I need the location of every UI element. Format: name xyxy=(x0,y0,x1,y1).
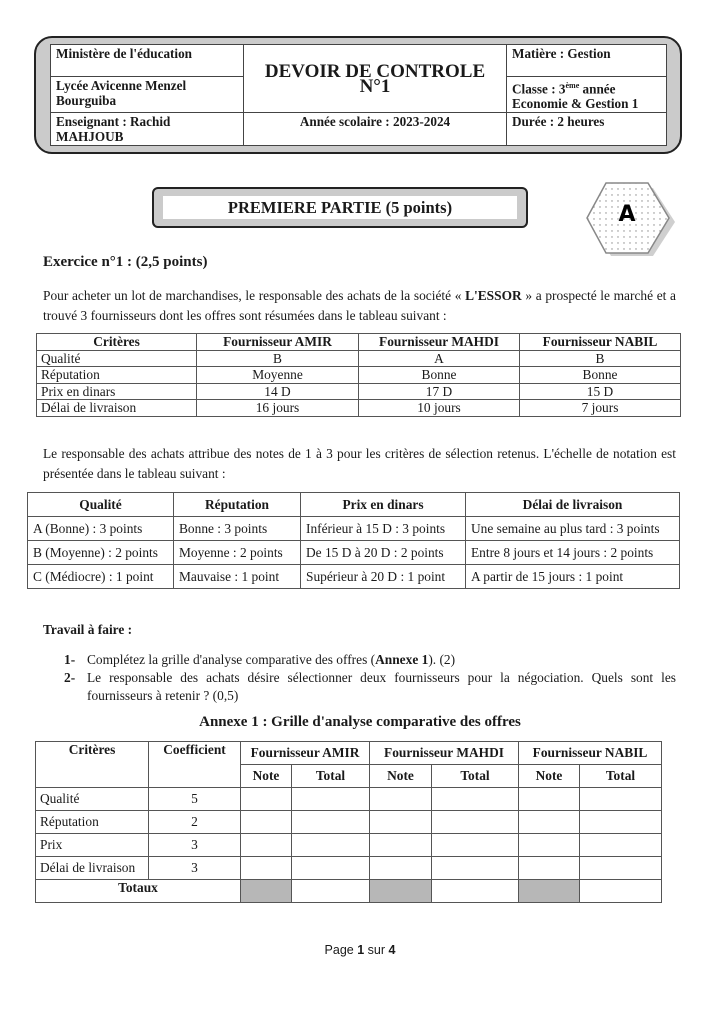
table-cell: Bonne : 3 points xyxy=(174,517,301,541)
column-header: Fournisseur NABIL xyxy=(520,334,681,351)
annexe-grid xyxy=(35,741,662,903)
page-number: 1 xyxy=(357,943,365,957)
table-cell: B xyxy=(197,350,359,367)
table-cell: 10 jours xyxy=(359,400,520,417)
criterion-cell: Réputation xyxy=(36,811,149,834)
table-cell: C (Médiocre) : 1 point xyxy=(28,565,174,589)
table-row xyxy=(37,350,681,367)
note-input-cell[interactable] xyxy=(241,811,292,834)
note-input-cell[interactable] xyxy=(241,857,292,880)
column-header: Délai de livraison xyxy=(466,493,680,517)
column-header: Critères xyxy=(36,742,149,788)
criterion-cell: Prix xyxy=(36,834,149,857)
table-cell: Moyenne xyxy=(197,367,359,384)
total-input-cell[interactable] xyxy=(580,857,662,880)
table-cell: B xyxy=(520,350,681,367)
total-input-cell[interactable] xyxy=(292,857,370,880)
duration-label: Durée : 2 heures xyxy=(507,113,667,146)
total-input-cell[interactable] xyxy=(292,788,370,811)
coef-cell: 3 xyxy=(149,834,241,857)
note-header: Note xyxy=(370,765,432,788)
shaded-cell xyxy=(519,880,580,903)
table-cell: Prix en dinars xyxy=(37,383,197,400)
total-input-cell[interactable] xyxy=(432,857,519,880)
total-header: Total xyxy=(292,765,370,788)
task-number: 1- xyxy=(64,652,76,667)
table-cell: Une semaine au plus tard : 3 points xyxy=(466,517,680,541)
column-header: Fournisseur AMIR xyxy=(197,334,359,351)
supplier-header: Fournisseur AMIR xyxy=(241,742,370,765)
table-cell: A xyxy=(359,350,520,367)
scale-table xyxy=(27,492,680,589)
scale-intro: Le responsable des achats attribue des notes de 1 à 3 pour les critères de sélection retenus. L'échelle de notation est présentée dans le tableau suivant : xyxy=(43,446,676,481)
total-input-cell[interactable] xyxy=(292,880,370,903)
totals-row xyxy=(36,880,662,903)
table-cell: De 15 D à 20 D : 2 points xyxy=(301,541,466,565)
task-item: 2- Le responsable des achats désire sélectionner deux fournisseurs pour la négociation. Quels sont les fournisseurs à retenir ? (0,5) xyxy=(64,670,676,703)
annexe-title: Annexe 1 : Grille d'analyse comparative des offres xyxy=(199,714,521,730)
table-cell: Réputation xyxy=(37,367,197,384)
total-header: Total xyxy=(580,765,662,788)
table-row xyxy=(37,383,681,400)
table-cell: Supérieur à 20 D : 1 point xyxy=(301,565,466,589)
column-header: Fournisseur MAHDI xyxy=(359,334,520,351)
total-input-cell[interactable] xyxy=(292,834,370,857)
column-header: Critères xyxy=(37,334,197,351)
table-row xyxy=(28,541,680,565)
note-input-cell[interactable] xyxy=(370,811,432,834)
table-cell: Bonne xyxy=(520,367,681,384)
supplier-header: Fournisseur MAHDI xyxy=(370,742,519,765)
note-input-cell[interactable] xyxy=(370,788,432,811)
total-input-cell[interactable] xyxy=(432,880,519,903)
note-header: Note xyxy=(241,765,292,788)
totals-label: Totaux xyxy=(36,880,241,903)
subject-label: Matière : Gestion xyxy=(507,45,667,77)
table-cell: 16 jours xyxy=(197,400,359,417)
document-title: DEVOIR DE CONTROLE N°1 xyxy=(244,45,507,113)
total-input-cell[interactable] xyxy=(580,811,662,834)
table-cell: 7 jours xyxy=(520,400,681,417)
ministry-label: Ministère de l'éducation xyxy=(51,45,244,77)
table-header-row xyxy=(36,742,662,765)
section-banner xyxy=(152,187,528,228)
table-cell: B (Moyenne) : 2 points xyxy=(28,541,174,565)
note-header: Note xyxy=(519,765,580,788)
total-header: Total xyxy=(432,765,519,788)
company-name: L'ESSOR xyxy=(465,288,522,303)
table-row xyxy=(28,517,680,541)
header-table xyxy=(50,44,667,146)
table-cell: A (Bonne) : 3 points xyxy=(28,517,174,541)
note-input-cell[interactable] xyxy=(519,857,580,880)
coef-cell: 2 xyxy=(149,811,241,834)
total-input-cell[interactable] xyxy=(292,811,370,834)
table-header-row xyxy=(37,334,681,351)
table-row xyxy=(36,788,662,811)
badge-letter: A xyxy=(618,202,636,227)
table-row xyxy=(36,857,662,880)
table-row xyxy=(37,367,681,384)
total-pages: 4 xyxy=(388,943,396,957)
note-input-cell[interactable] xyxy=(370,834,432,857)
table-cell: 17 D xyxy=(359,383,520,400)
table-cell: Moyenne : 2 points xyxy=(174,541,301,565)
note-input-cell[interactable] xyxy=(241,788,292,811)
table-cell: Entre 8 jours et 14 jours : 2 points xyxy=(466,541,680,565)
total-input-cell[interactable] xyxy=(432,834,519,857)
table-row xyxy=(36,811,662,834)
tasks-title: Travail à faire : xyxy=(43,622,133,637)
table-cell: 15 D xyxy=(520,383,681,400)
offers-table xyxy=(36,333,681,417)
table-cell: 14 D xyxy=(197,383,359,400)
column-header: Prix en dinars xyxy=(301,493,466,517)
page-footer: Page 1 sur 4 xyxy=(324,943,396,957)
section-badge xyxy=(585,180,675,260)
table-cell: Inférieur à 15 D : 3 points xyxy=(301,517,466,541)
table-cell: Délai de livraison xyxy=(37,400,197,417)
table-cell: Bonne xyxy=(359,367,520,384)
note-input-cell[interactable] xyxy=(519,788,580,811)
exercise-title: Exercice n°1 : (2,5 points) xyxy=(43,254,208,270)
column-header: Qualité xyxy=(28,493,174,517)
shaded-cell xyxy=(241,880,292,903)
total-input-cell[interactable] xyxy=(432,788,519,811)
school-label: Lycée Avicenne Menzel Bourguiba xyxy=(51,77,244,113)
table-row xyxy=(37,400,681,417)
note-input-cell[interactable] xyxy=(370,857,432,880)
teacher-label: Enseignant : Rachid MAHJOUB xyxy=(51,113,244,146)
table-header-row xyxy=(28,493,680,517)
class-label: Classe : 3ème année Economie & Gestion 1 xyxy=(507,77,667,113)
coef-cell: 3 xyxy=(149,857,241,880)
column-header: Coefficient xyxy=(149,742,241,788)
table-cell: Qualité xyxy=(37,350,197,367)
exercise-intro: Pour acheter un lot de marchandises, le responsable des achats de la société « L'ESSOR » a prospecté le marché et a trouvé 3 fournisseurs dont les offres sont résumées dans le tableau suivant : xyxy=(43,288,676,323)
criterion-cell: Délai de livraison xyxy=(36,857,149,880)
table-cell: Mauvaise : 1 point xyxy=(174,565,301,589)
school-year-label: Année scolaire : 2023-2024 xyxy=(244,113,507,146)
coef-cell: 5 xyxy=(149,788,241,811)
table-cell: A partir de 15 jours : 1 point xyxy=(466,565,680,589)
criterion-cell: Qualité xyxy=(36,788,149,811)
shaded-cell xyxy=(370,880,432,903)
total-input-cell[interactable] xyxy=(580,788,662,811)
table-row xyxy=(36,834,662,857)
task-number: 2- xyxy=(64,670,76,685)
task-item: 1- Complétez la grille d'analyse comparative des offres (Annexe 1). (2) xyxy=(64,652,456,667)
note-input-cell[interactable] xyxy=(519,811,580,834)
total-input-cell[interactable] xyxy=(432,811,519,834)
table-row xyxy=(28,565,680,589)
total-input-cell[interactable] xyxy=(580,880,662,903)
supplier-header: Fournisseur NABIL xyxy=(519,742,662,765)
note-input-cell[interactable] xyxy=(519,834,580,857)
column-header: Réputation xyxy=(174,493,301,517)
total-input-cell[interactable] xyxy=(580,834,662,857)
section-banner-title: PREMIERE PARTIE (5 points) xyxy=(163,196,517,219)
note-input-cell[interactable] xyxy=(241,834,292,857)
